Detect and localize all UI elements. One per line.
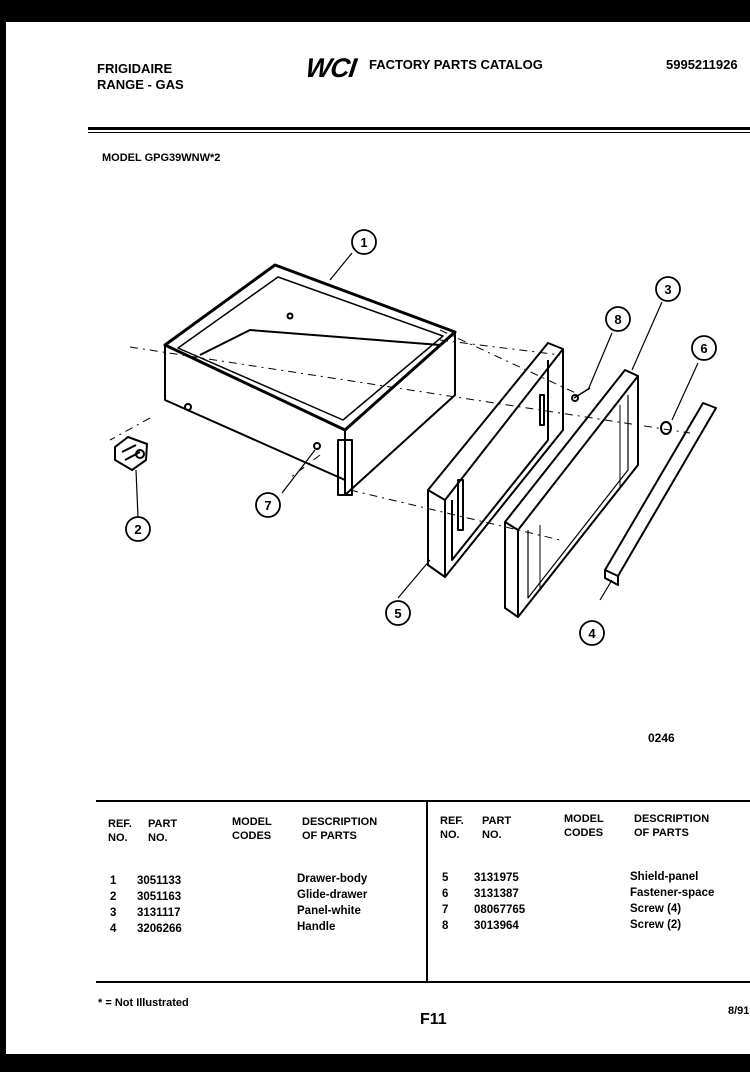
table-row-part: 3131975 bbox=[474, 872, 519, 884]
scan-border-bottom bbox=[0, 1054, 750, 1072]
header-ref-no: REF. NO. bbox=[440, 815, 464, 841]
header-part-no: PART NO. bbox=[482, 815, 512, 841]
table-column-divider bbox=[426, 802, 428, 981]
table-row-description: Drawer-body bbox=[297, 873, 368, 885]
table-row-ref: 8 bbox=[442, 920, 449, 932]
table-row-ref: 3 bbox=[110, 907, 117, 919]
callout-label-3: 3 bbox=[664, 282, 672, 297]
table-row-description: Screw (2) bbox=[630, 919, 682, 931]
table-row-part: 3051163 bbox=[137, 891, 182, 903]
callout-label-4: 4 bbox=[588, 626, 596, 641]
header-description: DESCRIPTION OF PARTS bbox=[302, 816, 378, 842]
header-model-codes: MODEL CODES bbox=[564, 813, 604, 839]
not-illustrated-footnote: * = Not Illustrated bbox=[98, 997, 189, 1009]
table-row-part: 3131117 bbox=[137, 907, 181, 919]
screw-part-8 bbox=[572, 388, 590, 401]
table-row-part: 3131387 bbox=[474, 888, 519, 900]
table-row-description: Fastener-space bbox=[630, 887, 715, 899]
catalog-number: 5995211926 bbox=[666, 57, 738, 72]
table-row-ref: 5 bbox=[442, 872, 449, 884]
callout-label-1: 1 bbox=[360, 235, 368, 250]
table-row-part: 3013964 bbox=[474, 920, 519, 932]
table-row-part: 08067765 bbox=[474, 904, 526, 916]
table-row-ref: 7 bbox=[442, 904, 449, 916]
header-model-codes: MODEL CODES bbox=[232, 816, 272, 842]
table-row-part: 3051133 bbox=[137, 875, 182, 887]
table-row-description: Handle bbox=[297, 921, 336, 933]
table-row-ref: 2 bbox=[110, 891, 117, 903]
product-type: RANGE - GAS bbox=[97, 77, 184, 92]
header-part-no: PART NO. bbox=[148, 818, 178, 844]
catalog-title: FACTORY PARTS CATALOG bbox=[369, 57, 543, 72]
drawer-body-part bbox=[165, 265, 455, 495]
table-row-ref: 1 bbox=[110, 875, 117, 887]
table-row-ref: 4 bbox=[110, 923, 117, 935]
callout-label-8: 8 bbox=[614, 312, 622, 327]
table-row-description: Glide-drawer bbox=[297, 889, 368, 901]
table-row-description: Screw (4) bbox=[630, 903, 682, 915]
table-row-ref: 6 bbox=[442, 888, 449, 900]
brand-name: FRIGIDAIRE bbox=[97, 61, 173, 76]
wci-logo: WCI bbox=[303, 53, 358, 83]
table-bottom-rule bbox=[96, 981, 750, 983]
model-number: MODEL GPG39WNW*2 bbox=[102, 152, 221, 164]
page-identifier: F11 bbox=[420, 1011, 447, 1028]
screw-part-7 bbox=[314, 443, 320, 449]
callout-label-6: 6 bbox=[700, 341, 708, 356]
drawing-code: 0246 bbox=[648, 731, 675, 745]
header-description: DESCRIPTION OF PARTS bbox=[634, 813, 710, 839]
table-row-description: Shield-panel bbox=[630, 871, 699, 883]
table-row-part: 3206266 bbox=[137, 923, 182, 935]
callout-label-7: 7 bbox=[264, 498, 272, 513]
date-code: 8/91 bbox=[728, 1005, 750, 1017]
table-top-rule bbox=[96, 800, 750, 802]
table-row-description: Panel-white bbox=[297, 905, 361, 917]
callout-label-5: 5 bbox=[394, 606, 402, 621]
header-ref-no: REF. NO. bbox=[108, 818, 132, 844]
drawer-glide-part bbox=[115, 437, 147, 470]
callout-label-2: 2 bbox=[134, 522, 142, 537]
fastener-spacer-part bbox=[661, 422, 671, 434]
